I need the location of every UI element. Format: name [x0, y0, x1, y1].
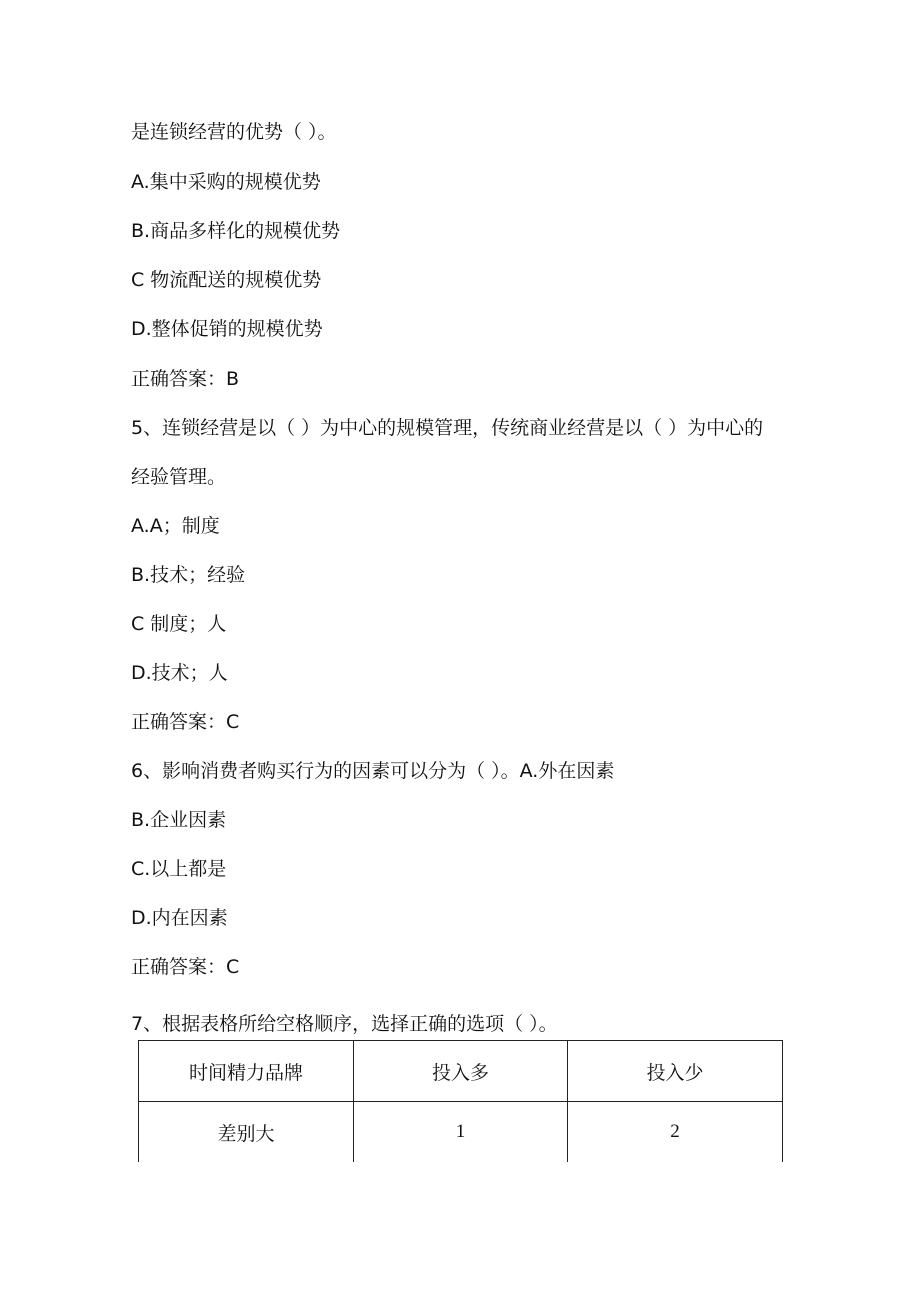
- option-line: A.集中采购的规模优势: [131, 171, 321, 193]
- question-line: 5、连锁经营是以（ ）为中心的规模管理，传统商业经营是以（ ）为中心的: [131, 417, 764, 439]
- question-table: [138, 1040, 783, 1162]
- option-line: D.内在因素: [131, 907, 228, 929]
- option-line: D.整体促销的规模优势: [131, 318, 323, 340]
- table-header-cell: 投入多: [354, 1041, 568, 1102]
- question-line: 7、根据表格所给空格顺序，选择正确的选项（ ）。: [131, 1013, 558, 1035]
- option-line: D.技术；人: [131, 662, 228, 684]
- table-row: [139, 1041, 783, 1102]
- table-header-cell: 投入少: [568, 1041, 783, 1102]
- answer-line: 正确答案：C: [131, 711, 240, 733]
- question-line: 经验管理。: [131, 466, 227, 488]
- table-header-cell: 时间精力品牌: [139, 1041, 354, 1102]
- option-line: B.技术；经验: [131, 564, 246, 586]
- option-line: C 制度；人: [131, 613, 227, 635]
- answer-line: 正确答案：C: [131, 956, 240, 978]
- option-line: C 物流配送的规模优势: [131, 269, 322, 291]
- option-line: B.商品多样化的规模优势: [131, 220, 341, 242]
- option-line: A.A；制度: [131, 515, 220, 537]
- question-line: 6、影响消费者购买行为的因素可以分为（ ）。A.外在因素: [131, 760, 615, 782]
- table-row: [139, 1102, 783, 1163]
- table-cell: 差别大: [139, 1102, 354, 1163]
- option-line: C.以上都是: [131, 858, 227, 880]
- table-cell: 1: [354, 1102, 568, 1163]
- table-cell: 2: [568, 1102, 783, 1163]
- text-line: 是连锁经营的优势（ ）。: [131, 121, 337, 143]
- answer-line: 正确答案：B: [131, 368, 240, 390]
- option-line: B.企业因素: [131, 809, 227, 831]
